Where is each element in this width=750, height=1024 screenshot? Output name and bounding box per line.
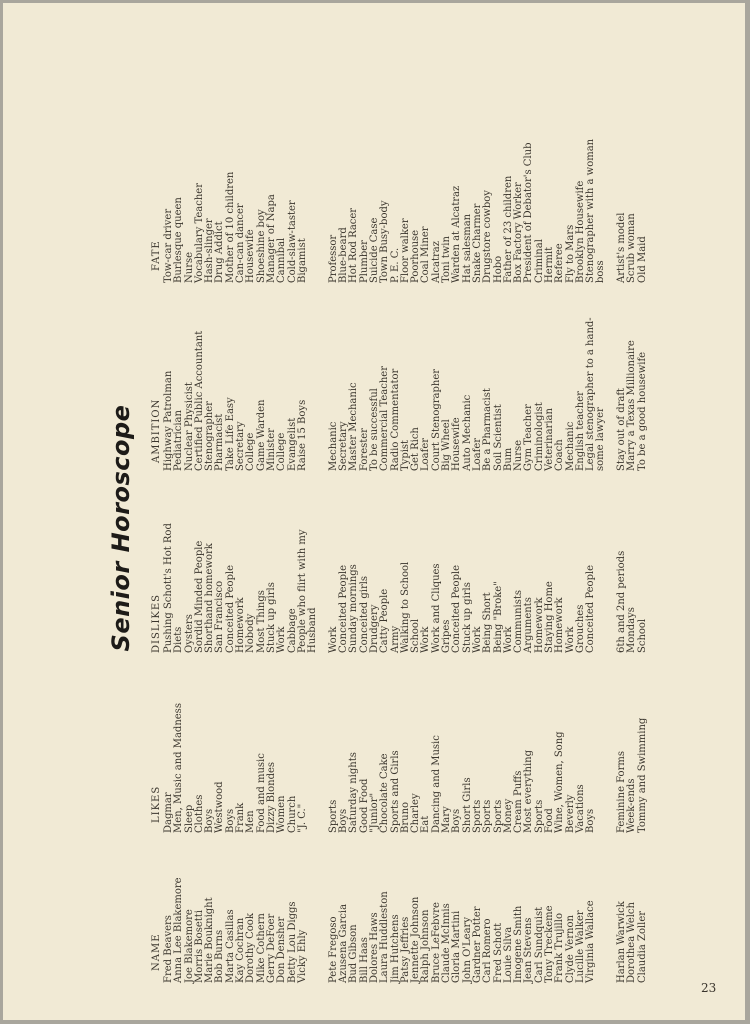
likes-cell: "J. C.": [296, 803, 308, 833]
likes-cell: Charley: [410, 793, 422, 833]
name-cell: Harlan Warwick: [616, 901, 628, 983]
fate-cell: Box Factory Worker: [513, 182, 525, 283]
ambition-cell: Criminologist: [533, 402, 545, 471]
ambition-cell: Secretary: [235, 421, 247, 471]
ambition-cell: Raise 15 Boys: [296, 399, 308, 471]
name-cell: Tony Treckeme: [543, 905, 555, 983]
likes-cell: Beverly: [564, 794, 576, 833]
ambition-cell: Soil Scientist: [492, 404, 504, 471]
dislikes-cell: Pushing Schott's Hot Rod: [163, 523, 174, 653]
ambition-cell: College: [245, 432, 257, 471]
dislikes-cell: Sunday mornings: [348, 564, 360, 653]
dislikes-cell: [596, 483, 606, 653]
ambition-cell: Gym Teacher: [523, 404, 535, 471]
dislikes-cell: Nobody: [245, 613, 257, 653]
ambition-cell: Veterinarian: [543, 408, 555, 471]
likes-cell: Church: [286, 795, 298, 833]
dislikes-cell: Being "Broke": [492, 581, 504, 653]
dislikes-cell: Conceited People: [585, 564, 597, 653]
likes-cell: Feminine Forms: [616, 751, 628, 833]
fate-cell: Mother of 10 children: [224, 171, 236, 283]
fate-cell: Hermit: [543, 246, 555, 283]
fate-cell: Fly to Mars: [564, 224, 576, 283]
likes-cell: Men, Music and Madness: [173, 703, 185, 833]
likes-cell: Boys: [451, 808, 463, 833]
dislikes-cell: Gripes: [441, 619, 453, 653]
name-cell: Marie Bouknight: [204, 897, 216, 983]
dislikes-cell: Work: [502, 626, 514, 653]
likes-cell: [596, 663, 606, 833]
name-header: NAME: [151, 933, 162, 971]
ambition-cell: Pharmacist: [214, 413, 226, 471]
likes-cell: Sports: [482, 799, 494, 833]
likes-cell: Bruno: [399, 801, 411, 833]
fate-cell: Warden at Alcatraz: [451, 185, 463, 283]
name-cell: Gloria Martini: [451, 910, 463, 983]
name-cell: Lucille Walker: [574, 910, 586, 983]
dislikes-cell: Work: [471, 626, 483, 653]
dislikes-cell: School: [410, 618, 422, 653]
name-cell: Bruce LeFebvre: [430, 902, 442, 983]
dislikes-cell: Communists: [513, 590, 525, 653]
dislikes-cell: Work: [420, 626, 432, 653]
fate-cell: Referee: [554, 243, 566, 283]
name-cell: Claudia Zoller: [636, 910, 648, 983]
name-cell: Ralph Johnson: [420, 909, 432, 983]
name-column: [152, 843, 648, 983]
dislikes-cell: Husband: [307, 607, 319, 653]
ambition-cell: Stay out of draft: [616, 387, 628, 471]
fate-cell: Poorhouse: [410, 229, 422, 283]
ambition-cell: [308, 271, 318, 471]
likes-cell: Wine, Women, Song: [554, 731, 566, 833]
fate-cell: Father of 23 children: [502, 175, 514, 283]
ambition-cell: Commercial Teacher: [379, 366, 391, 471]
dislikes-cell: Arguments: [523, 597, 535, 653]
likes-cell: Food: [543, 808, 555, 833]
name-cell: Dolores Haws: [368, 912, 380, 983]
fate-cell: Burlesque queen: [173, 197, 185, 283]
likes-cell: Food and music: [255, 753, 267, 833]
ambition-cell: Forester: [358, 428, 370, 471]
dislikes-cell: Diets: [173, 626, 185, 653]
ambition-cell: To be a good housewife: [636, 351, 648, 471]
likes-cell: Saturday nights: [348, 752, 360, 833]
fate-cell: Drug Addict: [214, 221, 226, 283]
name-cell: Gerry DeFoer: [265, 913, 277, 983]
dislikes-cell: Work: [564, 626, 576, 653]
fate-cell: Manager of Napa: [265, 194, 277, 283]
dislikes-cell: Homework: [554, 597, 566, 653]
name-cell: Clyde Vernon: [564, 915, 576, 983]
likes-cell: Dancing and Music: [430, 735, 442, 833]
dislikes-cell: Mondays: [626, 607, 638, 653]
dislikes-cell: People who flirt with my: [296, 529, 308, 653]
fate-cell: P. E. C.: [389, 247, 401, 283]
likes-cell: Westwood: [214, 781, 226, 833]
fate-column: [152, 73, 648, 283]
ambition-cell: Marry a Texas Millionaire: [626, 340, 638, 471]
name-cell: Carl Romero: [482, 918, 494, 983]
ambition-cell: Bum: [502, 447, 514, 471]
likes-cell: Sports: [327, 799, 339, 833]
dislikes-cell: Conceited People: [451, 564, 463, 653]
ambition-cell: Loafer: [471, 437, 483, 471]
fate-header: FATE: [151, 240, 162, 271]
name-cell: Fred Beavers: [163, 915, 174, 983]
fate-cell: Criminal: [533, 239, 545, 283]
likes-cell: Dagmar: [163, 792, 174, 833]
likes-cell: Mary: [441, 806, 453, 833]
name-cell: Bud Gibson: [348, 924, 360, 983]
name-cell: Morris Bosetti: [193, 910, 205, 983]
ambition-cell: Mechanic: [327, 421, 339, 471]
ambition-cell: Stenographer: [204, 401, 216, 471]
name-cell: John O'Leary: [461, 917, 473, 983]
name-cell: Bob Burns: [214, 929, 226, 983]
name-cell: Laura Huddleston: [379, 891, 391, 983]
ambition-cell: Mechanic: [564, 421, 576, 471]
likes-cell: Dizzy Blondes: [265, 761, 277, 833]
fate-cell: Artist's model: [616, 212, 628, 283]
name-cell: Bill Haas: [358, 937, 370, 983]
dislikes-column: [152, 483, 648, 653]
likes-cell: Frank: [235, 802, 247, 833]
fate-cell: Vocabulary Teacher: [193, 182, 205, 283]
name-cell: Frank Trujillo: [554, 913, 566, 983]
ambition-cell: College: [276, 432, 288, 471]
ambition-cell: Be a Pharmacist: [482, 388, 494, 471]
ambition-cell: Court Stenographer: [430, 368, 442, 471]
ambition-header: AMBITION: [151, 398, 162, 463]
fate-cell: Town Busy-body: [379, 200, 391, 283]
name-cell: [596, 843, 606, 983]
likes-header: LIKES: [151, 785, 162, 823]
likes-cell: Good Food: [358, 778, 370, 833]
name-cell: Kay Cochran: [235, 917, 247, 983]
name-cell: Jean Stevens: [523, 917, 535, 983]
fate-cell: Cold-slaw-taster: [286, 200, 298, 283]
dislikes-cell: Conceited girls: [358, 575, 370, 653]
ambition-cell: Get Rich: [410, 427, 422, 471]
ambition-cell: Big Wheel: [441, 419, 453, 471]
fate-cell: Nurse: [183, 251, 195, 283]
ambition-cell: To be successful: [368, 388, 380, 471]
name-cell: Pete Fregoso: [327, 916, 339, 983]
dislikes-cell: Cabbage: [286, 608, 298, 653]
fate-cell: [308, 73, 318, 283]
dislikes-cell: Stuck up girls: [461, 582, 473, 653]
dislikes-cell: Work: [327, 626, 339, 653]
likes-cell: Sleep: [183, 804, 195, 833]
likes-cell: Sports: [533, 799, 545, 833]
fate-cell: Shoeshine boy: [255, 209, 267, 283]
fate-cell: Floor walker: [399, 218, 411, 283]
likes-cell: Most everything: [523, 749, 535, 833]
yearbook-page: [3, 3, 745, 1020]
ambition-cell: Coach: [554, 439, 566, 471]
ambition-list: [164, 271, 648, 471]
dislikes-cell: Oysters: [183, 614, 195, 653]
name-cell: Azusena Garcia: [338, 903, 350, 983]
likes-cell: Chocolate Cake: [379, 753, 391, 833]
ambition-cell: Nurse: [513, 439, 525, 471]
name-cell: Dorothy Cook: [245, 913, 257, 983]
likes-cell: Sports: [492, 799, 504, 833]
ambition-cell: Loafer: [420, 437, 432, 471]
dislikes-cell: Conceited People: [224, 564, 236, 653]
likes-cell: Boys: [338, 808, 350, 833]
ambition-cell: Certified Public Accountant: [193, 330, 205, 471]
name-cell: Joe Blakemore: [183, 909, 195, 983]
likes-cell: Week-ends: [626, 778, 638, 833]
name-cell: Virginia Wallace: [585, 900, 597, 983]
fate-cell: Hot Rod Racer: [348, 207, 360, 283]
dislikes-cell: Shorthand homework: [204, 543, 216, 653]
likes-column: [152, 663, 648, 833]
likes-cell: Cream Puffs: [513, 770, 525, 833]
page-number: 23: [701, 981, 717, 995]
likes-cell: Sports and Girls: [389, 750, 401, 833]
fate-cell: boss: [595, 260, 607, 283]
likes-cell: Money: [502, 798, 514, 833]
likes-cell: Vacations: [574, 784, 586, 833]
dislikes-cell: Work: [276, 626, 288, 653]
likes-cell: Boys: [585, 808, 597, 833]
ambition-cell: Pediatrician: [173, 410, 185, 471]
ambition-cell: Evangelist: [286, 417, 298, 471]
fate-cell: Scrub woman: [626, 213, 638, 283]
fate-cell: Toni twin: [441, 236, 453, 283]
fate-cell: Professor: [327, 234, 339, 283]
fate-cell: Old Maid: [636, 236, 648, 283]
likes-cell: Men: [245, 810, 257, 833]
dislikes-cell: Sordid Minded People: [193, 540, 205, 653]
likes-cell: Boys: [204, 808, 216, 833]
dislikes-cell: Army: [389, 625, 401, 653]
name-cell: Claude McInnis: [441, 903, 453, 983]
dislikes-cell: Homework: [533, 597, 545, 653]
ambition-cell: Secretary: [338, 421, 350, 471]
dislikes-cell: Stuck up girls: [265, 582, 277, 653]
name-cell: Jennette Johnson: [410, 896, 422, 983]
fate-cell: Snake Charmer: [471, 203, 483, 283]
dislikes-cell: Homework: [235, 597, 247, 653]
fate-cell: Brooklyn Housewife: [574, 180, 586, 283]
fate-cell: Stenographer with a woman: [585, 138, 597, 283]
dislikes-header: DISLIKES: [151, 593, 162, 653]
name-cell: Mike Cothern: [255, 913, 267, 983]
page-title: Senior Horoscope: [107, 404, 135, 652]
dislikes-cell: Most Things: [255, 590, 267, 653]
fate-cell: Alcatraz: [430, 240, 442, 283]
dislikes-cell: San Francisco: [214, 580, 226, 653]
fate-cell: Hobo: [492, 255, 504, 283]
likes-cell: [308, 663, 318, 833]
dislikes-cell: Walking to School: [399, 561, 411, 653]
likes-list: [164, 663, 648, 833]
dislikes-cell: Work and Cliques: [430, 563, 442, 653]
ambition-cell: English teacher: [574, 391, 586, 471]
name-cell: Dorothea Welch: [626, 902, 638, 983]
fate-cell: Hash-slinger: [204, 218, 216, 283]
rotated-content: [75, 73, 695, 983]
name-cell: Imogene Smith: [513, 905, 525, 983]
dislikes-cell: Catty People: [379, 588, 391, 653]
name-cell: Fred Schott: [492, 922, 504, 983]
name-cell: Jim Hutchens: [389, 914, 401, 983]
fate-cell: Blue-beard: [338, 227, 350, 283]
dislikes-cell: Staying Home: [543, 581, 555, 653]
likes-cell: Short Girls: [461, 777, 473, 833]
likes-cell: Tommy and Swimming: [636, 717, 648, 833]
fate-cell: Hat salesman: [461, 213, 473, 283]
name-cell: Carl Sundquist: [533, 906, 545, 983]
fate-cell: Housewife: [245, 229, 257, 283]
likes-cell: Sports: [471, 799, 483, 833]
likes-cell: Eat: [420, 815, 432, 833]
name-cell: Don Densher: [276, 916, 288, 983]
name-cell: Gardner Potter: [471, 906, 483, 983]
name-cell: Marta Casillas: [224, 909, 236, 983]
likes-cell: "Junior": [368, 792, 380, 833]
name-cell: Betty Lou Diggs: [286, 901, 298, 983]
name-cell: Patsy Jeffries: [399, 916, 411, 983]
dislikes-cell: Conceited People: [338, 564, 350, 653]
fate-cell: President of Debator's Club: [523, 142, 535, 283]
ambition-cell: Typist: [399, 439, 411, 471]
name-cell: [308, 843, 318, 983]
ambition-cell: Minister: [265, 428, 277, 471]
name-cell: Vicky Ehly: [296, 929, 308, 983]
dislikes-list: [164, 483, 648, 653]
name-cell: Louie Silva: [502, 926, 514, 983]
fate-cell: Coal Miner: [420, 226, 432, 283]
fate-cell: Bigamist: [296, 238, 308, 283]
fate-cell: Cannibal: [276, 237, 288, 283]
name-list: [164, 843, 648, 983]
likes-cell: Women: [276, 795, 288, 833]
dislikes-cell: Being Short: [482, 592, 494, 653]
ambition-cell: Highway Patrolman: [163, 370, 174, 471]
dislikes-cell: School: [636, 618, 648, 653]
fate-cell: Drugstore cowboy: [482, 190, 494, 283]
ambition-cell: Master Mechanic: [348, 382, 360, 471]
dislikes-cell: Grouches: [574, 604, 586, 653]
fate-list: [164, 73, 648, 283]
ambition-cell: Take Life Easy: [224, 397, 236, 471]
ambition-cell: Auto Mechanic: [461, 394, 473, 471]
ambition-cell: Housewife: [451, 417, 463, 471]
ambition-cell: Nuclear Physicist: [183, 382, 195, 471]
ambition-column: [152, 271, 648, 471]
fate-cell: Can-can dancer: [235, 203, 247, 283]
ambition-cell: Legal stenographer to a hand-: [585, 317, 597, 471]
name-cell: Anna Lee Blakemore: [173, 877, 185, 983]
fate-cell: Plumber: [358, 240, 370, 283]
ambition-cell: some lawyer: [595, 407, 607, 471]
fate-cell: Tow-car driver: [163, 208, 174, 283]
likes-cell: Clothes: [193, 794, 205, 833]
dislikes-cell: 6th and 2nd periods: [616, 550, 628, 653]
likes-cell: Boys: [224, 808, 236, 833]
fate-cell: Suicide Case: [368, 217, 380, 283]
dislikes-cell: Drudgery: [368, 604, 380, 653]
ambition-cell: Radio Commentator: [389, 368, 401, 471]
ambition-cell: Game Warden: [255, 399, 267, 471]
